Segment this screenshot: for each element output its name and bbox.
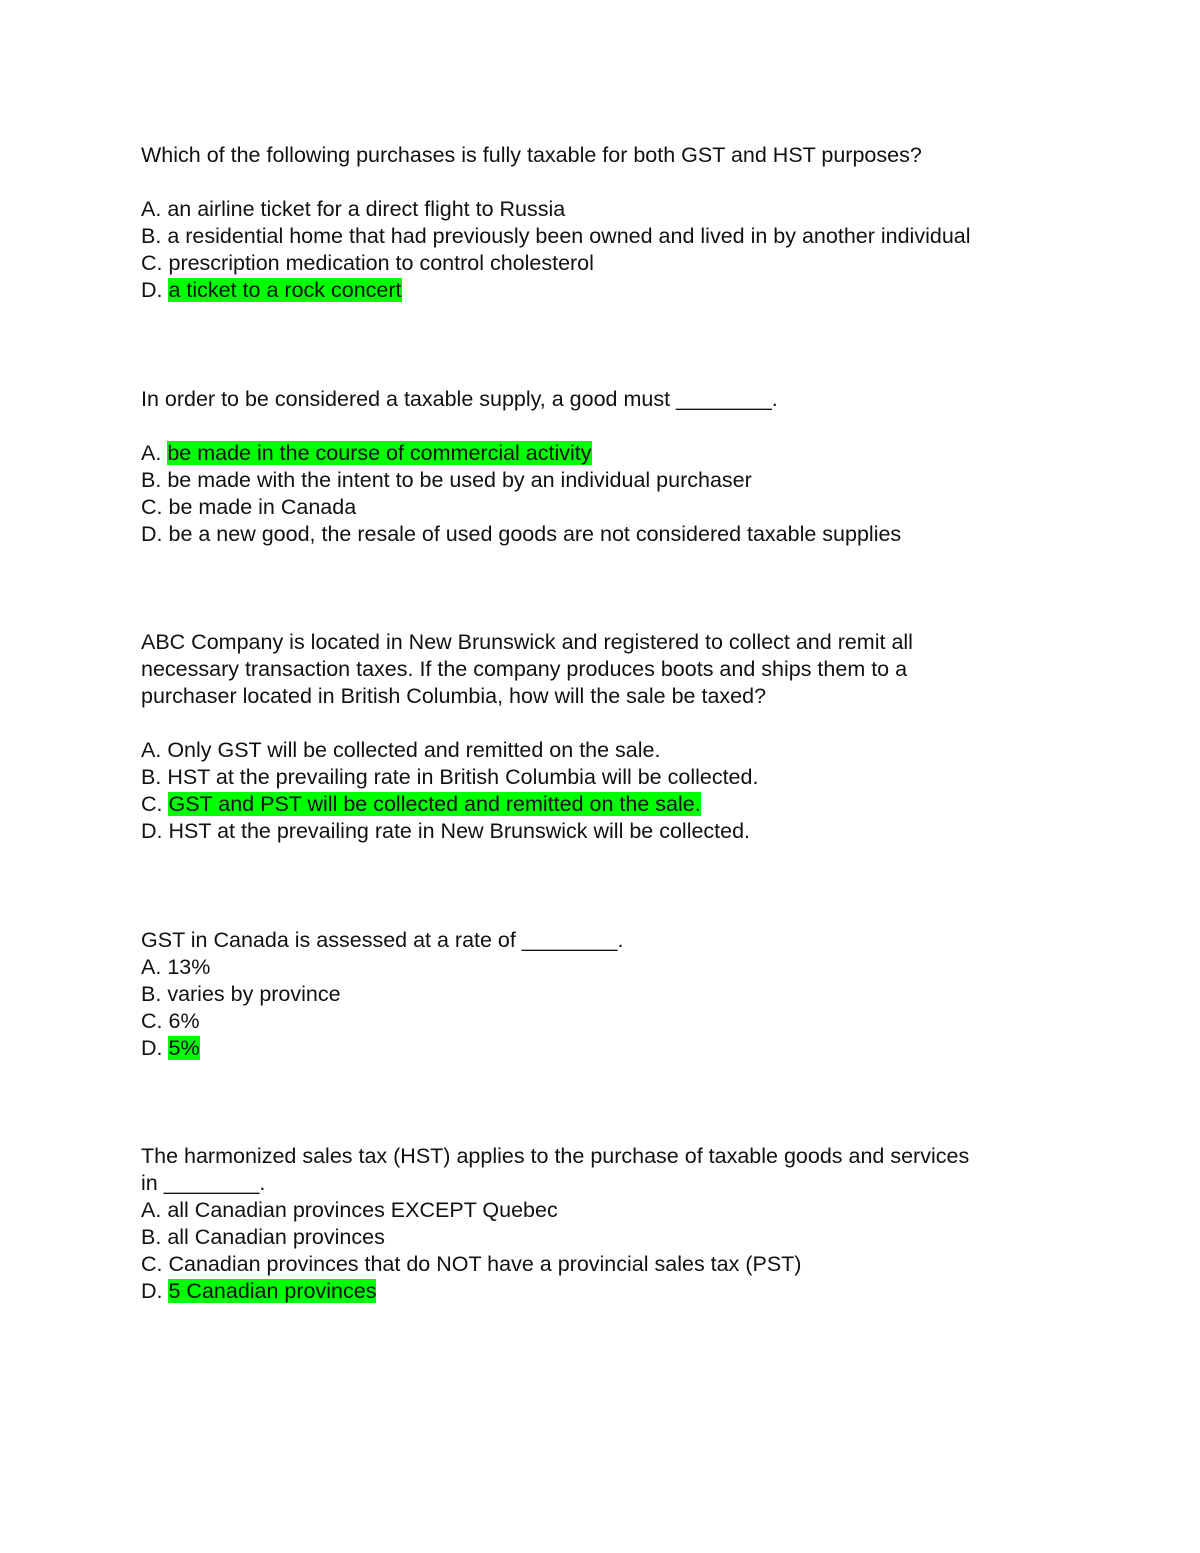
- question-stem: GST in Canada is assessed at a rate of ________.: [141, 928, 624, 952]
- option-text: all Canadian provinces EXCEPT Quebec: [167, 1198, 558, 1222]
- option-c: [141, 494, 1061, 521]
- question-stem-line: in ________.: [141, 1171, 266, 1195]
- option-letter: B.: [141, 982, 162, 1006]
- option-b: [141, 1224, 1061, 1251]
- option-letter: A.: [141, 955, 162, 979]
- option-b: [141, 467, 1061, 494]
- question-stem-line: necessary transaction taxes. If the company produces boots and ships them to a: [141, 657, 908, 681]
- option-letter: C.: [141, 495, 163, 519]
- question-3: [141, 629, 1061, 845]
- highlighted-answer: 5%: [168, 1036, 200, 1060]
- option-a: [141, 440, 1061, 467]
- option-b: [141, 981, 1061, 1008]
- option-b: [141, 764, 1061, 791]
- option-text: 13%: [167, 955, 211, 979]
- option-letter: A.: [141, 441, 162, 465]
- option-d: [141, 1035, 1061, 1062]
- option-text: HST at the prevailing rate in New Brunswick will be collected.: [168, 819, 751, 843]
- question-stem-line: The harmonized sales tax (HST) applies to the purchase of taxable goods and services: [141, 1144, 970, 1168]
- option-c: [141, 250, 1061, 277]
- option-letter: B.: [141, 765, 162, 789]
- question-stem-line: ABC Company is located in New Brunswick and registered to collect and remit all: [141, 630, 913, 654]
- option-d: [141, 1278, 1061, 1305]
- option-letter: C.: [141, 1009, 163, 1033]
- option-b: [141, 223, 1061, 250]
- option-letter: D.: [141, 819, 163, 843]
- option-c: [141, 791, 1061, 818]
- question-5: [141, 1143, 1061, 1305]
- option-letter: C.: [141, 792, 163, 816]
- question-2: [141, 386, 1061, 548]
- option-text: HST at the prevailing rate in British Columbia will be collected.: [167, 765, 759, 789]
- highlighted-answer: GST and PST will be collected and remitted on the sale.: [168, 792, 701, 816]
- option-letter: A.: [141, 197, 162, 221]
- option-letter: B.: [141, 1225, 162, 1249]
- option-letter: B.: [141, 224, 162, 248]
- option-text: varies by province: [167, 982, 341, 1006]
- question-1: [141, 142, 1061, 304]
- question-stem-line: purchaser located in British Columbia, how will the sale be taxed?: [141, 684, 767, 708]
- option-c: [141, 1008, 1061, 1035]
- question-stem: Which of the following purchases is fully taxable for both GST and HST purposes?: [141, 143, 922, 167]
- option-letter: A.: [141, 738, 162, 762]
- option-letter: D.: [141, 1036, 163, 1060]
- option-letter: B.: [141, 468, 162, 492]
- option-text: be a new good, the resale of used goods are not considered taxable supplies: [168, 522, 902, 546]
- option-text: prescription medication to control cholesterol: [168, 251, 594, 275]
- highlighted-answer: be made in the course of commercial activity: [167, 441, 592, 465]
- option-text: 6%: [168, 1009, 200, 1033]
- option-letter: D.: [141, 522, 163, 546]
- option-text: be made in Canada: [168, 495, 357, 519]
- highlighted-answer: 5 Canadian provinces: [168, 1279, 377, 1303]
- option-c: [141, 1251, 1061, 1278]
- option-a: [141, 1197, 1061, 1224]
- option-a: [141, 954, 1061, 981]
- option-text: Only GST will be collected and remitted on the sale.: [167, 738, 661, 762]
- question-4: [141, 927, 1061, 1062]
- option-text: be made with the intent to be used by an individual purchaser: [167, 468, 752, 492]
- option-d: [141, 277, 1061, 304]
- question-stem: In order to be considered a taxable supply, a good must ________.: [141, 387, 778, 411]
- option-a: [141, 737, 1061, 764]
- option-letter: D.: [141, 278, 163, 302]
- option-letter: C.: [141, 1252, 163, 1276]
- option-text: Canadian provinces that do NOT have a provincial sales tax (PST): [168, 1252, 802, 1276]
- option-letter: A.: [141, 1198, 162, 1222]
- option-d: [141, 818, 1061, 845]
- option-text: an airline ticket for a direct flight to Russia: [167, 197, 566, 221]
- option-text: a residential home that had previously been owned and lived in by another individual: [167, 224, 971, 248]
- option-letter: D.: [141, 1279, 163, 1303]
- option-letter: C.: [141, 251, 163, 275]
- option-d: [141, 521, 1061, 548]
- highlighted-answer: a ticket to a rock concert: [168, 278, 402, 302]
- option-text: all Canadian provinces: [167, 1225, 385, 1249]
- option-a: [141, 196, 1061, 223]
